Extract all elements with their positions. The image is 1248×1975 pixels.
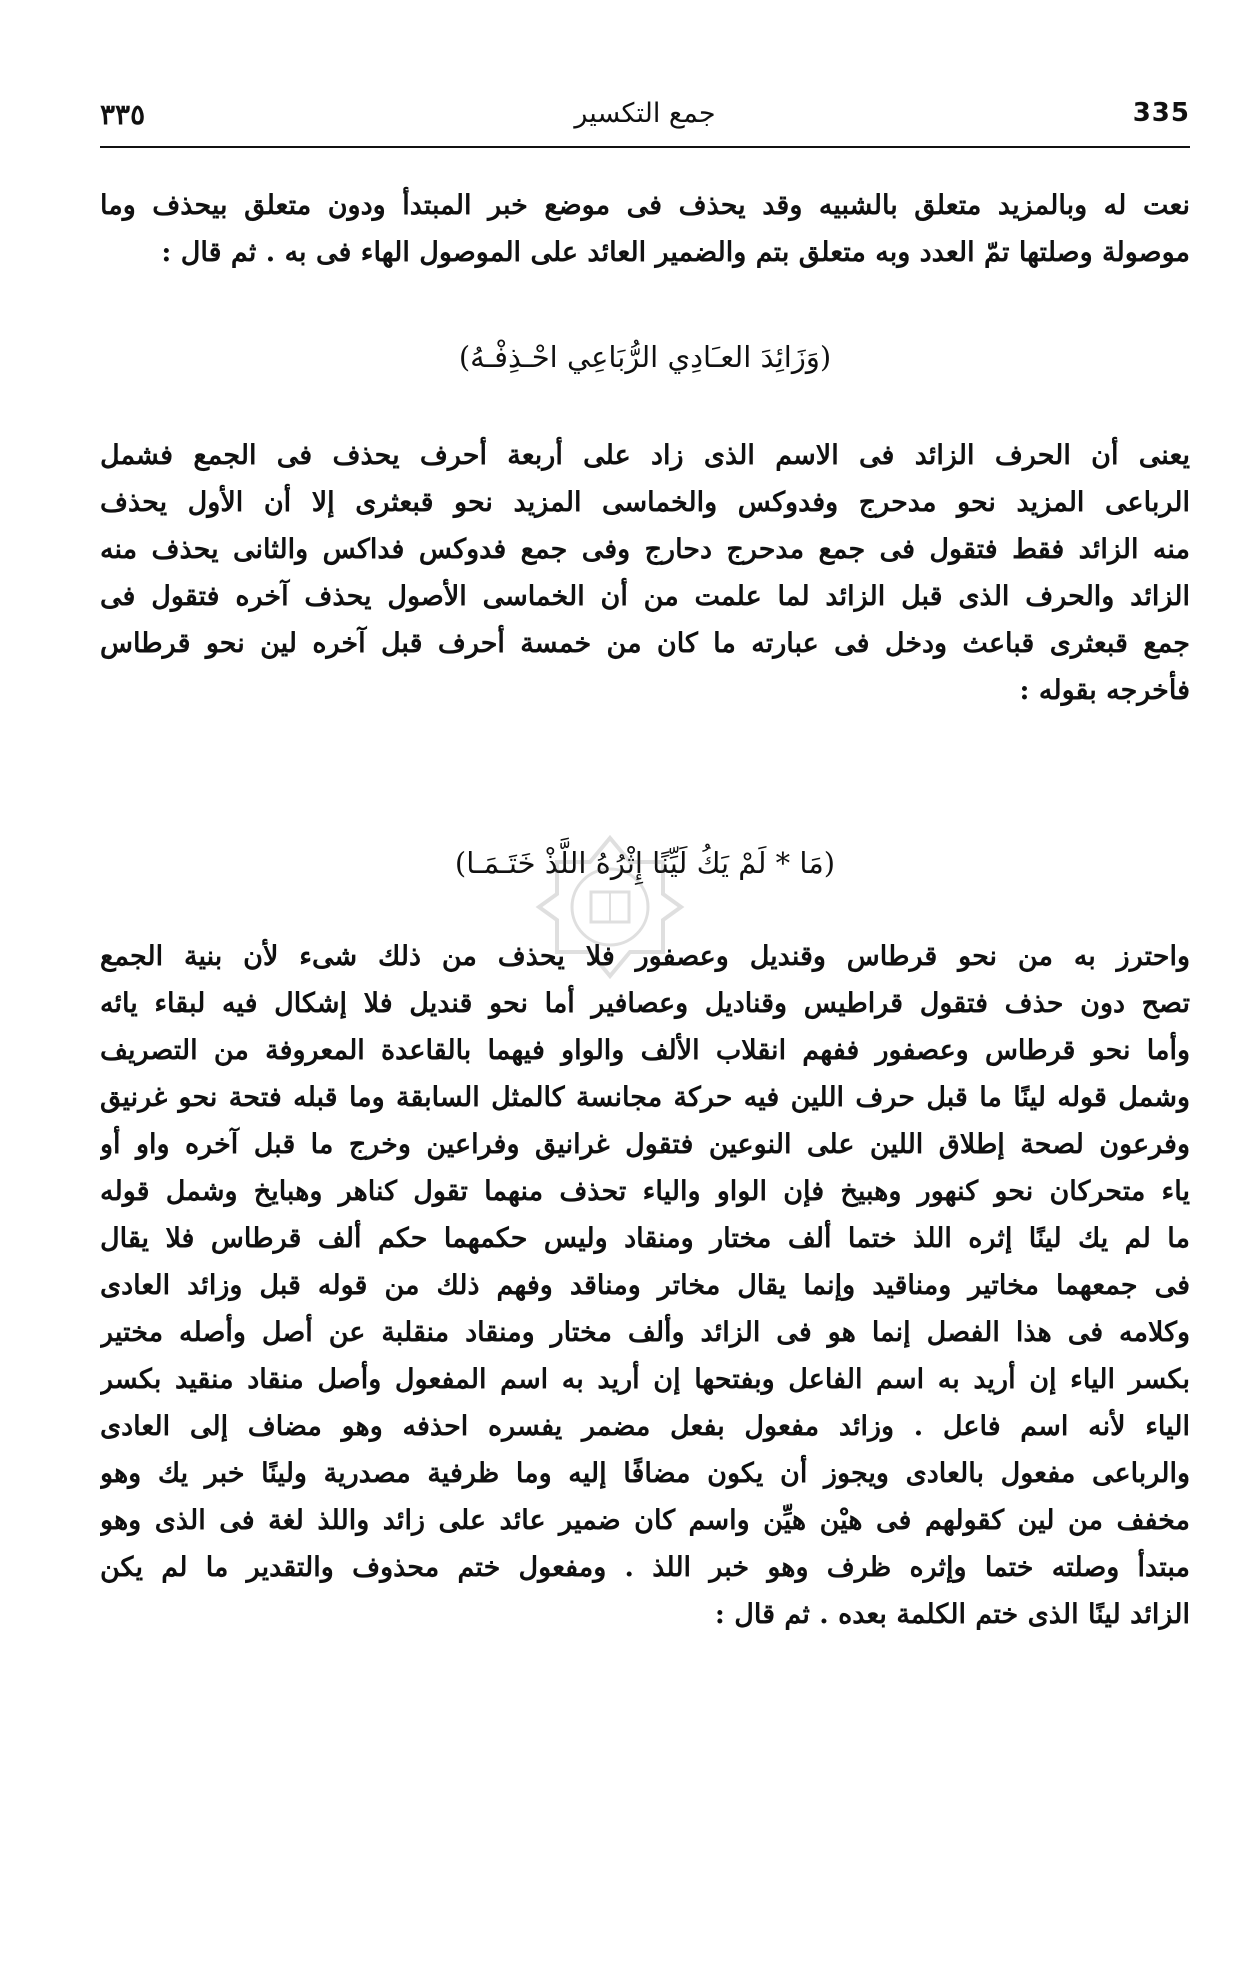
text-line: فى جمعهما مخاتير ومناقيد وإنما يقال مخاتر ومناقد وفهم ذلك من قوله قبل وزائد العادى — [100, 1270, 1190, 1301]
text-line: واحترز به من نحو قرطاس وقنديل وعصفور فلا يحذف من ذلك شىء لأن بنية الجمع — [100, 941, 1190, 972]
text-line: وفرعون لصحة إطلاق اللين على النوعين فتقول غرانيق وفراعين وخرج ما قبل آخره واو أو — [100, 1129, 1190, 1160]
text-line: وكلامه فى هذا الفصل إنما هو فى الزائد وألف مختار ومنقاد منقلبة عن أصل وأصله مختير — [100, 1317, 1190, 1348]
text-line: الزائد لينًا الذى ختم الكلمة بعده . ثم قال : — [714, 1599, 1190, 1630]
header-rule — [100, 146, 1190, 148]
intro-paragraph — [100, 182, 1190, 276]
text-line: الزائد والحرف الذى قبل الزائد لما علمت من أن الخماسى الأصول يحذف آخره فتقول فى — [100, 581, 1190, 612]
running-title: جمع التكسير — [574, 98, 716, 129]
text-line: يعنى أن الحرف الزائد فى الاسم الذى زاد على أربعة أحرف يحذف فى الجمع فشمل — [100, 440, 1190, 471]
text-line: جمع قبعثرى قباعث ودخل فى عبارته ما كان من خمسة أحرف قبل آخره لين نحو قرطاس — [100, 628, 1190, 659]
text-line: وأما نحو قرطاس وعصفور ففهم انقلاب الألف والواو فيهما بالقاعدة المعروفة من التصريف — [100, 1035, 1190, 1066]
text-line: الياء لأنه اسم فاعل . وزائد مفعول بفعل مضمر يفسره احذفه وهو مضاف إلى العادى — [100, 1411, 1190, 1442]
text-line: نعت له وبالمزيد متعلق بالشبيه وقد يحذف فى موضع خبر المبتدأ ودون متعلق بيحذف وما — [100, 190, 1190, 221]
text-line: فأخرجه بقوله : — [1019, 675, 1190, 706]
text-line: الرباعى المزيد نحو مدحرج وفدوكس والخماسى المزيد نحو قبعثرى إلا أن الأول يحذف — [100, 487, 1190, 518]
page-number-arabic: ٣٣٥ — [100, 98, 146, 131]
commentary-paragraph-2 — [100, 933, 1190, 1638]
text-line: والرباعى مفعول بالعادى ويجوز أن يكون مضافًا إليه وما ظرفية مصدرية ولينًا خبر يك وهو — [100, 1458, 1190, 1489]
text-line: وشمل قوله لينًا ما قبل حرف اللين فيه حركة مجانسة كالمثل السابقة وما قبله فتحة نحو غرنيق — [100, 1082, 1190, 1113]
text-line: مبتدأ وصلته ختما وإثره ظرف وهو خبر اللذ . ومفعول ختم محذوف والتقدير ما لم يكن — [100, 1552, 1190, 1583]
text-line: تصح دون حذف فتقول قراطيس وقناديل وعصافير أما نحو قنديل فلا إشكال فيه لبقاء يائه — [100, 988, 1190, 1019]
verse-line-1: (وَزَائِدَ العـَادِي الرُّبَاعِي احْـذِفْـهُ) — [458, 340, 832, 374]
text-line: ياء متحركان نحو كنهور وهبيخ فإن الواو والياء تحذف منهما تقول كناهر وهبايخ وشمل قوله — [100, 1176, 1190, 1207]
text-line: ما لم يك لينًا إثره اللذ ختما ألف مختار ومنقاد وليس حكمهما حكم ألف قرطاس فلا يقال — [100, 1223, 1190, 1254]
text-line: موصولة وصلتها تمّ العدد وبه متعلق بتم والضمير العائد على الموصول الهاء فى به . ثم قال : — [161, 237, 1190, 268]
text-line: منه الزائد فقط فتقول فى جمع مدحرج دحارج وفى جمع فدوكس فداكس والثانى يحذف منه — [100, 534, 1190, 565]
page-header — [100, 96, 1190, 142]
text-line: بكسر الياء إن أريد به اسم الفاعل وبفتحها إن أريد به اسم المفعول وأصل منقاد منقيد بكسر — [100, 1364, 1190, 1395]
text-line: مخفف من لين كقولهم فى هيْن هيِّن واسم كان ضمير عائد على زائد واللذ لغة فى الذى وهو — [100, 1505, 1190, 1536]
commentary-paragraph-1 — [100, 432, 1190, 714]
verse-line-2: (مَا * لَمْ يَكُ لَيِّنًا إِثْرُهُ اللَّذْ خَتَـمَـا) — [454, 846, 836, 880]
page-number-latin: 335 — [1132, 98, 1190, 128]
